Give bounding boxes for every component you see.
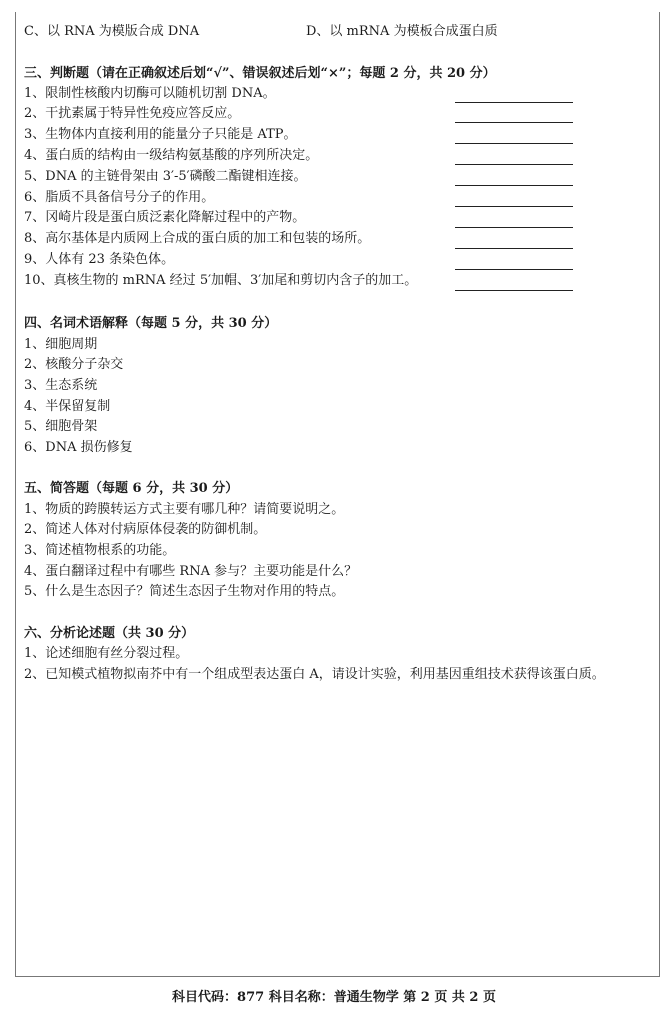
option-d: D、以 mRNA 为模板合成蛋白质 xyxy=(306,24,498,39)
term-item-5: 5、细胞骨架 xyxy=(24,419,98,434)
answer-blank-9[interactable] xyxy=(455,269,573,270)
judge-item-5: 5、DNA 的主链骨架由 3′-5′磷酸二酯键相连接。 xyxy=(24,169,307,184)
short-answer-item-4: 4、蛋白翻译过程中有哪些 RNA 参与？主要功能是什么？ xyxy=(24,564,358,579)
term-item-2: 2、核酸分子杂交 xyxy=(24,357,124,372)
judge-item-9: 9、人体有 23 条染色体。 xyxy=(24,252,175,267)
term-item-6: 6、DNA 损伤修复 xyxy=(24,440,133,455)
answer-blank-7[interactable] xyxy=(455,227,573,228)
term-item-4: 4、半保留复制 xyxy=(24,399,111,414)
answer-blank-1[interactable] xyxy=(455,102,573,103)
term-item-3: 3、生态系统 xyxy=(24,378,98,393)
judge-item-10: 10、真核生物的 mRNA 经过 5′加帽、3′加尾和剪切内含子的加工。 xyxy=(24,273,418,288)
judge-item-8: 8、高尔基体是内质网上合成的蛋白质的加工和包装的场所。 xyxy=(24,231,371,246)
judge-item-2: 2、干扰素属于特异性免疫应答反应。 xyxy=(24,106,241,121)
short-answer-item-3: 3、简述植物根系的功能。 xyxy=(24,543,176,558)
answer-blank-3[interactable] xyxy=(455,143,573,144)
answer-blank-8[interactable] xyxy=(455,248,573,249)
section5-heading: 五、简答题（每题 6 分，共 30 分） xyxy=(24,481,239,496)
judge-item-6: 6、脂质不具备信号分子的作用。 xyxy=(24,190,215,205)
judge-item-7: 7、冈崎片段是蛋白质泛素化降解过程中的产物。 xyxy=(24,210,306,225)
answer-blank-5[interactable] xyxy=(455,185,573,186)
short-answer-item-5: 5、什么是生态因子？简述生态因子生物对作用的特点。 xyxy=(24,584,345,599)
answer-blank-2[interactable] xyxy=(455,122,573,123)
section3-heading: 三、判断题（请在正确叙述后划“√”、错误叙述后划“×”；每题 2 分，共 20 分） xyxy=(24,66,496,81)
essay-item-2: 2、已知模式植物拟南芥中有一个组成型表达蛋白 A，请设计实验，利用基因重组技术获得该蛋白质。 xyxy=(24,667,605,682)
page-footer: 科目代码：877 科目名称：普通生物学 第 2 页 共 2 页 xyxy=(172,990,496,1005)
essay-item-1: 1、论述细胞有丝分裂过程。 xyxy=(24,646,189,661)
judge-item-4: 4、蛋白质的结构由一级结构氨基酸的序列所决定。 xyxy=(24,148,319,163)
answer-blank-4[interactable] xyxy=(455,164,573,165)
judge-item-3: 3、生物体内直接利用的能量分子只能是 ATP。 xyxy=(24,127,297,142)
term-item-1: 1、细胞周期 xyxy=(24,337,98,352)
section4-heading: 四、名词术语解释（每题 5 分，共 30 分） xyxy=(24,316,278,331)
short-answer-item-2: 2、简述人体对付病原体侵袭的防御机制。 xyxy=(24,522,267,537)
section6-heading: 六、分析论述题（共 30 分） xyxy=(24,626,195,641)
answer-blank-10[interactable] xyxy=(455,290,573,291)
judge-item-1: 1、限制性核酸内切酶可以随机切割 DNA。 xyxy=(24,86,276,101)
answer-blank-6[interactable] xyxy=(455,206,573,207)
short-answer-item-1: 1、物质的跨膜转运方式主要有哪几种？请简要说明之。 xyxy=(24,502,345,517)
option-c: C、以 RNA 为模版合成 DNA xyxy=(24,24,200,39)
